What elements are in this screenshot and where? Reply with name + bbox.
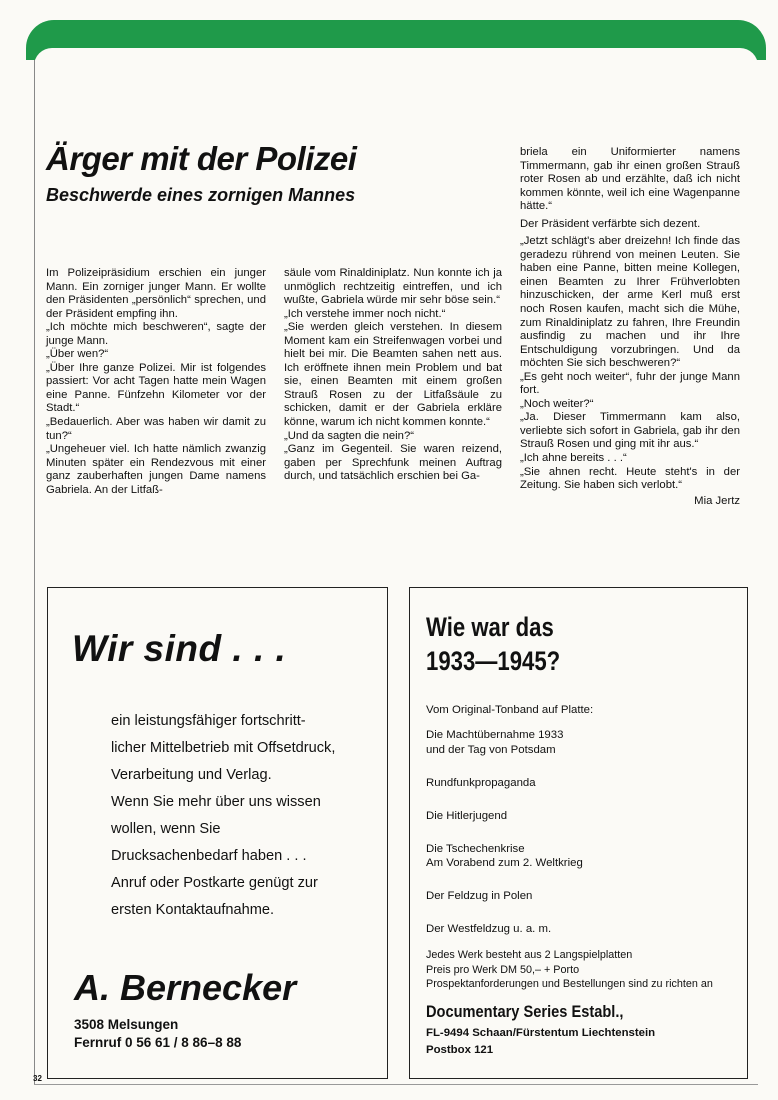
paragraph: „Ungeheuer viel. Ich hatte nämlich zwanzig Minuten später ein Rendezvous mit einer ganz zauberhaften jungen Dame namens Gabriela. An der Litfaß- [46, 443, 266, 496]
ad-line: wollen, wenn Sie [111, 821, 221, 837]
article-column-2 [284, 267, 502, 484]
record-item: Die Tschechenkrise Am Vorabend zum 2. Weltkrieg [426, 842, 583, 869]
paragraph: „Sie ahnen recht. Heute steht's in der Zeitung. Sie haben sich verlobt.“ [520, 465, 740, 492]
paragraph: „Ich ahne bereits . . .“ [520, 452, 627, 465]
ad-line: Anruf oder Postkarte genügt zur [111, 875, 318, 891]
ad-body-text [111, 708, 381, 924]
company-phone: Fernruf 0 56 61 / 8 86–8 88 [74, 1035, 242, 1050]
documentary-advertisement [409, 587, 748, 1079]
company-name: Documentary Series Establ., [426, 1002, 624, 1021]
ad-line: Verarbeitung und Verlag. [111, 767, 272, 783]
paragraph: Im Polizeipräsidium erschien ein junger Mann. Ein zorniger junger Mann. Er wollte den Präsidenten „persönlich“ sprechen, und der Präsident empfing ihn. [46, 267, 266, 320]
page-number: 32 [33, 1074, 42, 1083]
ad-line: licher Mittelbetrieb mit Offsetdruck, [111, 740, 336, 756]
paragraph: „Bedauerlich. Aber was haben wir damit zu tun?“ [46, 416, 266, 442]
ad-order-info [426, 948, 744, 992]
company-address [74, 1016, 241, 1052]
article-column-3 [520, 146, 740, 508]
address-line: FL-9494 Schaan/Fürstentum Liechtenstein [426, 1027, 656, 1039]
ad-intro: Vom Original-Tonband auf Platte: [426, 704, 594, 716]
ad-line: Drucksachenbedarf haben . . . [111, 848, 307, 864]
record-item: Die Machtübernahme 1933 und der Tag von Potsdam [426, 729, 564, 756]
ad-line: ersten Kontaktaufnahme. [111, 902, 275, 918]
left-margin-rule [34, 60, 35, 1085]
record-list [426, 728, 736, 955]
company-address [426, 1025, 655, 1059]
record-item: Rundfunkpropaganda [426, 776, 536, 789]
paragraph: „Ja. Dieser Timmermann kam also, verliebte sich sofort in Gabriela, gab ihr den Strauß Rosen und ging mit ihr aus.“ [520, 411, 740, 451]
ad-headline-line-1: Wie war das [426, 612, 554, 642]
ad-headline: Wir sind . . . [72, 628, 287, 669]
info-line: Prospektanforderungen und Bestellungen sind zu richten an [426, 978, 713, 991]
paragraph: „Es geht noch weiter“, fuhr der junge Mann fort. [520, 370, 740, 397]
header-inner-mask [34, 48, 758, 88]
paragraph: säule vom Rinaldiniplatz. Nun konnte ich ja unmöglich rechtzeitig eintreffen, und ich wußte, Gabriela würde mir sehr böse sein.“ [284, 267, 502, 307]
record-item: Der Westfeldzug u. a. m. [426, 923, 552, 935]
company-name: A. Bernecker [74, 967, 297, 1008]
article-title: Ärger mit der Polizei [46, 140, 357, 177]
paragraph: „Über Ihre ganze Polizei. Mir ist folgendes passiert: Vor acht Tagen hatte mein Wagen eine Panne. Fünfzehn Kilometer vor der Stadt.“ [46, 361, 266, 415]
ad-line: Wenn Sie mehr über uns wissen [111, 794, 321, 810]
info-line: Jedes Werk besteht aus 2 Langspielplatten [426, 949, 633, 961]
article-subtitle: Beschwerde eines zornigen Mannes [46, 185, 356, 205]
bottom-margin-rule [34, 1084, 758, 1085]
article-column-1 [46, 267, 266, 497]
paragraph: „Jetzt schlägt's aber dreizehn! Ich finde das geradezu rührend von meinen Leuten. Sie haben eine Panne, bitten meine Kollegen, einen Beamten zu Ihrer Frühverlobten hinzuschicken, der arme Kerl muß erst noch Rosen kaufen, macht sich die Mühe, zum Rinaldiniplatz zu fahren, Ihre Freundin ausfindig zu machen und ihr Ihre Entschuldigung vorzubringen. Und da möchten Sie sich beschweren?“ [520, 235, 740, 370]
ad-headline [426, 610, 560, 678]
bernecker-advertisement [47, 587, 388, 1079]
paragraph: „Ich verstehe immer noch nicht.“ [284, 307, 446, 320]
paragraph: „Ganz im Gegenteil. Sie waren reizend, gaben per Sprechfunk meinen Auftrag durch, und tatsächlich erschien bei Ga- [284, 443, 502, 483]
paragraph: briela ein Uniformierter namens Timmermann, gab ihr einen großen Strauß roter Rosen ab und erzählte, daß ich nicht kommen könnte, weil ich eine Wagenpanne hätte.“ [520, 146, 740, 213]
paragraph: Der Präsident verfärbte sich dezent. [520, 217, 701, 230]
record-item: Der Feldzug in Polen [426, 890, 533, 902]
ad-headline-line-2: 1933—1945? [426, 646, 561, 676]
paragraph: „Und da sagten die nein?“ [284, 429, 415, 442]
postbox-line: Postbox 121 [426, 1044, 494, 1056]
info-line: Preis pro Werk DM 50,– + Porto [426, 963, 580, 976]
paragraph: „Noch weiter?“ [520, 397, 594, 410]
ad-line: ein leistungsfähiger fortschritt- [111, 713, 306, 729]
paragraph: „Über wen?“ [46, 348, 109, 361]
company-city: 3508 Melsungen [74, 1017, 179, 1032]
paragraph: „Ich möchte mich beschweren“, sagte der junge Mann. [46, 321, 266, 347]
paragraph: „Sie werden gleich verstehen. In diesem Moment kam ein Streifenwagen vorbei und hielt bei mir. Die Beamten sahen nett aus. Ich eröffnete ihnen mein Problem und bat sie, einen Beamten mit einem großen Strauß Rosen zu der Litfaßsäule zu schicken, damit er der Gabriela erkläre könne, warum ich nicht kommen konnte.“ [284, 321, 502, 429]
author-signature: Mia Jertz [694, 494, 740, 507]
record-item: Die Hitlerjugend [426, 809, 508, 822]
